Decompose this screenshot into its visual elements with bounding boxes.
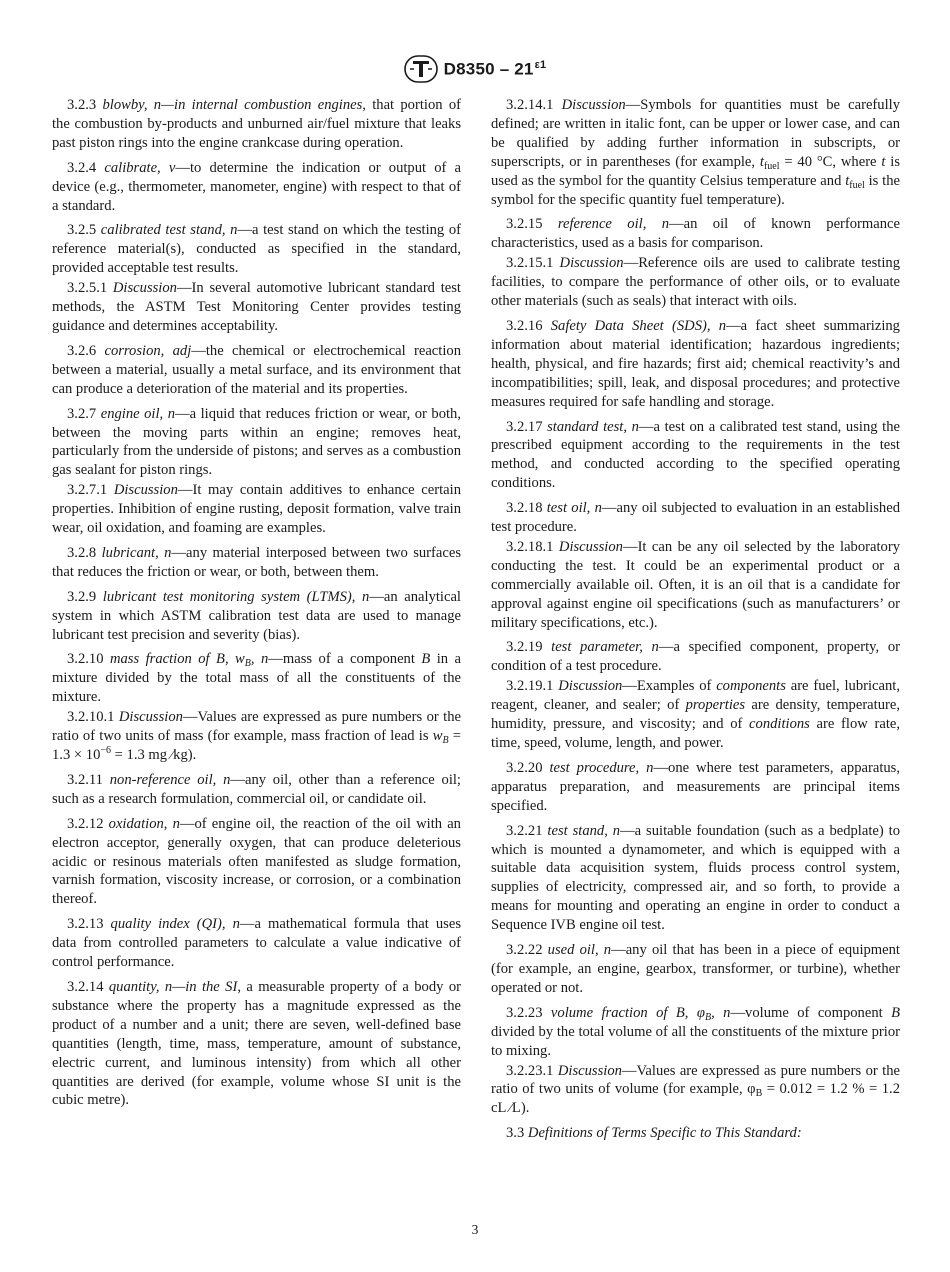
definition-3-2-13: 3.2.13 quality index (QI), n—a mathematical formula that uses data from controlled parameters to calculate a value indicative of control performance. [52,916,461,971]
definition-3-2-23: 3.2.23 volume fraction of B, $\varphi_B$, n—volume of component B divided by the total volume of all the constituents of the mixture prior to mixing. [491,1004,901,1059]
discussion-3-2-10-1: 3.2.10.1 Discussion—Values are expressed as pure numbers or the ratio of two units of mass (for example, mass fraction of lead is $w_B = 1.3 \times 10^{-6} = 1.3$ mg ⁄kg). [52,709,461,763]
left-column [52,96,461,1143]
section-heading-3-3: 3.3 Definitions of Terms Specific to This Standard: [506,1125,802,1142]
definition-3-2-19: 3.2.19 test parameter, n—a specified component, property, or condition of a test procedure. [491,639,900,675]
definition-3-2-12: 3.2.12 oxidation, n—of engine oil, the reaction of the oil with an electron acceptor, generally oxygen, that can produce deleterious acidic or resinous materials often manifested as sludge formation, varnish formation, viscosity increase, or corrosion, or a combination thereof. [52,815,461,908]
two-column-body [52,96,900,1143]
definition-3-2-6: 3.2.6 corrosion, adj—the chemical or electrochemical reaction between a material, usually a metal surface, and its environment that can produce a deterioration of the material and its properties. [52,342,461,397]
definition-3-2-5: 3.2.5 calibrated test stand, n—a test stand on which the testing of reference material(s), conducted as specified in the standard, provided acceptable test results. [52,222,461,277]
definition-3-2-18: 3.2.18 test oil, n—any oil subjected to evaluation in an established test procedure. [491,500,900,536]
discussion-3-2-18-1: 3.2.18.1 Discussion—It can be any oil selected by the laboratory conducting the test. It could be an experimental product or a commercially available oil. Often, it is an oil that is a candidate for approval against engine oil specifications (such as manufacturers’ or military specifications, etc.). [491,538,901,631]
definition-3-2-10: 3.2.10 mass fraction of B, $w_B$, n—mass of a component B in a mixture divided by the total mass of all the constituents of the mixture. [52,651,462,706]
discussion-3-2-15-1: 3.2.15.1 Discussion—Reference oils are used to calibrate testing facilities, to compare the performance of other oils, or to evaluate other materials (such as seals) that interact with oils. [491,255,900,310]
definition-3-2-7: 3.2.7 engine oil, n—a liquid that reduces friction or wear, or both, between the moving parts within an engine; removes heat, particularly from the underside of pistons; and serves as a combustion gas sealant for piston rings. [52,405,461,479]
page-header [0,54,950,84]
definition-3-2-22: 3.2.22 used oil, n—any oil that has been in a piece of equipment (for example, an engine, gearbox, transformer, or turbine), whether operated or not. [491,942,900,996]
definition-3-2-17: 3.2.17 standard test, n—a test on a calibrated test stand, using the prescribed equipment according to the requirements in the test method, and conducted according to the specified operating conditions. [491,418,900,492]
definition-3-2-14: 3.2.14 quantity, n—in the SI, a measurable property of a body or substance where the property has a magnitude expressed as the product of a number and a unit; there are seven, well-defined base quantities (length, time, mass, temperature, amount of substance, electric current, and luminous intensity) from which all other quantities are derived (for example, volume whose SI unit is the cubic metre). [52,978,461,1109]
definition-3-2-21: 3.2.21 test stand, n—a suitable foundation (such as a bedplate) to which is mounted a dynamometer, and which is equipped with a suitable data acquisition system, fluids process control system, supplies of electricity, compressed air, and so forth, to provide a means for mounting and operating an engine in order to conduct a Sequence IVB engine oil test. [491,822,900,934]
definition-3-2-3: 3.2.3 blowby, n—in internal combustion engines, that portion of the combustion by-products and unburned air/fuel mixture that leaks past piston rings into the engine crankcase during operation. [52,97,461,151]
definition-3-2-16: 3.2.16 Safety Data Sheet (SDS), n—a fact sheet summarizing information about material identification; hazardous ingredients; health, physical, and fire hazards; first aid; chemical reactivity’s and incompatibilities; spill, leak, and disposal procedures; and protective measures required for safe handling and storage. [491,317,900,410]
discussion-3-2-14-1: 3.2.14.1 Discussion—Symbols for quantities must be carefully defined; are written in italic font, can be upper or lower case, and can be qualified by adding further information in subscripts, or superscripts, or in parentheses (for example, $t_{fuel} = 40$ °C, where t is used as the symbol for the quantity Celsius temperature and $t_{fuel}$ is the symbol for the specific quantity fuel temperature). [491,97,901,208]
definition-3-2-15: 3.2.15 reference oil, n—an oil of known performance characteristics, used as a basis for comparison. [491,216,901,252]
astm-logo-icon [404,55,438,83]
definition-3-2-11: 3.2.11 non-reference oil, n—any oil, other than a reference oil; such as a research formulation, commercial oil, or candidate oil. [52,771,461,807]
page-number: 3 [471,1222,479,1237]
right-column [491,96,900,1143]
discussion-3-2-19-1: 3.2.19.1 Discussion—Examples of components are fuel, lubricant, reagent, cleaner, and sealer; of properties are density, temperature, humidity, pressure, and viscosity; and of conditions are flow rate, time, speed, volume, length, and power. [491,678,901,751]
discussion-3-2-23-1: 3.2.23.1 Discussion—Values are expressed as pure numbers or the ratio of two units of volume (for example, $\varphi_B = 0.012 = 1.2$ % = 1.2 cL ⁄L). [491,1062,900,1117]
document-designation: $D8350 - 21^{\varepsilon 1}$ [443,58,547,79]
discussion-3-2-7-1: 3.2.7.1 Discussion—It may contain additives to enhance certain properties. Inhibition of engine rusting, deposit formation, valve train wear, oil oxidation, and foaming are examples. [52,482,461,537]
definition-3-2-4: 3.2.4 calibrate, v—to determine the indication or output of a device (e.g., thermometer, manometer, engine) with respect to that of a standard. [52,159,462,214]
definition-3-2-8: 3.2.8 lubricant, n—any material interposed between two surfaces that reduces the friction or wear, or both, between them. [52,544,462,580]
discussion-3-2-5-1: 3.2.5.1 Discussion—In several automotive lubricant standard test methods, the ASTM Test Monitoring Center provides testing guidance and determines acceptability. [52,280,461,334]
designation-superscript: ε1 [534,58,547,71]
definition-3-2-20: 3.2.20 test procedure, n—one where test parameters, apparatus, apparatus preparation, and measurements are principal items specified. [491,759,901,814]
definition-3-2-9: 3.2.9 lubricant test monitoring system (LTMS), n—an analytical system in which ASTM calibration test data are used to manage lubricant test precision and severity (bias). [52,588,461,643]
